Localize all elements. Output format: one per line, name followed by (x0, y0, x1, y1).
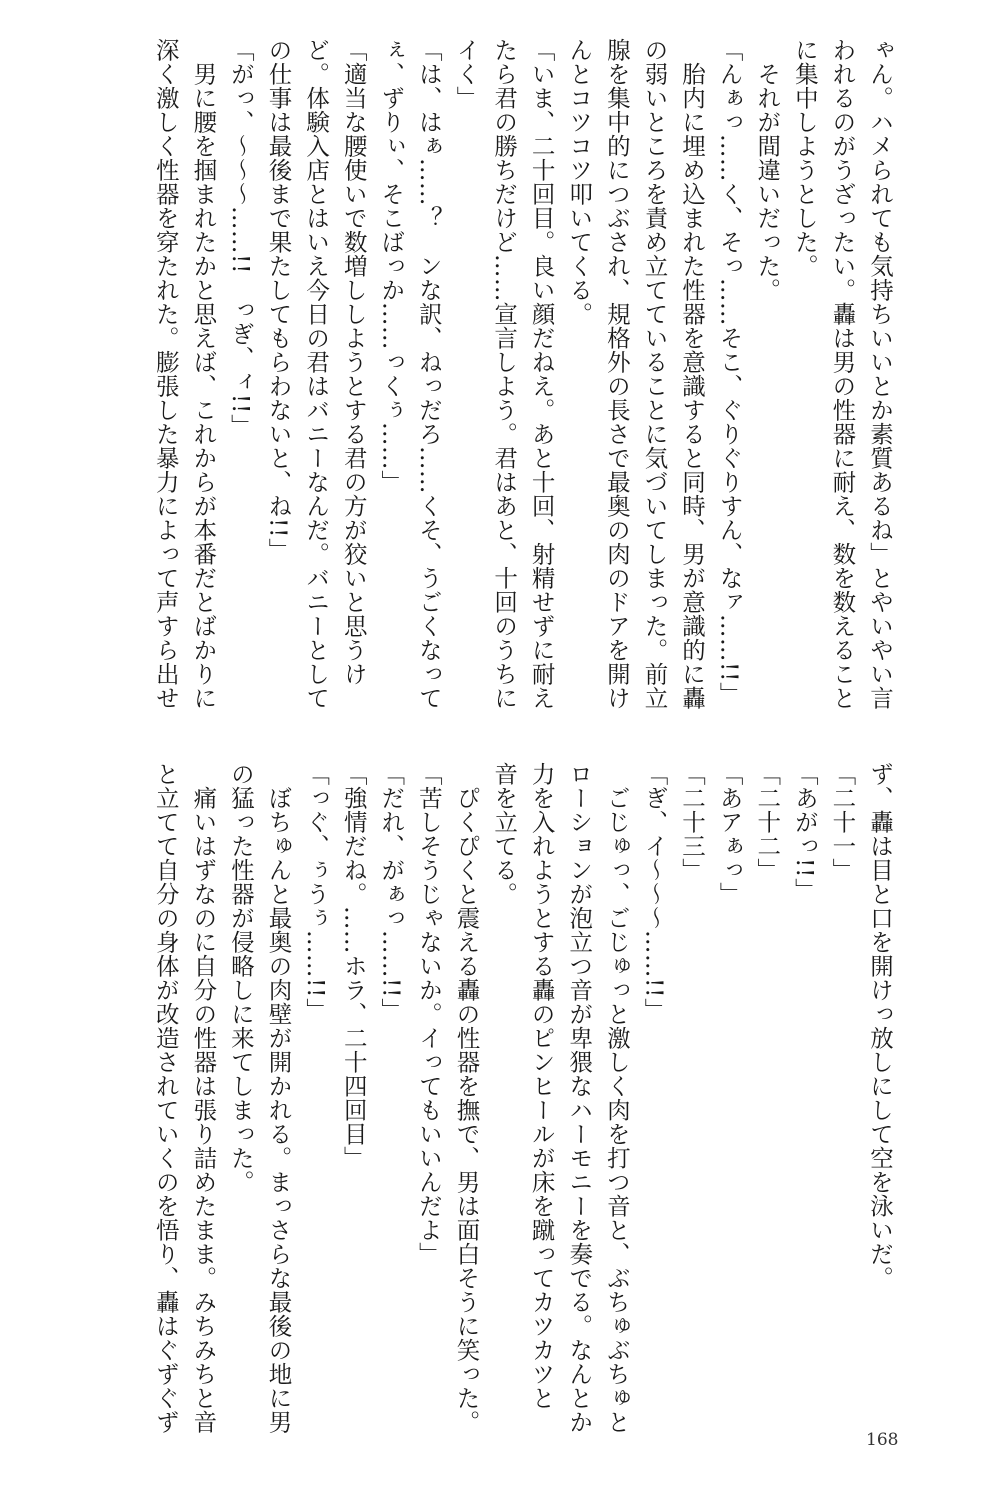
text-column: 「二十二」 (753, 762, 782, 882)
text-column: に集中しようとした。 (790, 38, 819, 278)
text-column: 「あがっ!!」 (790, 762, 819, 902)
text-column: 「苦しそうじゃないか。イってもいいんだよ」 (414, 762, 443, 1266)
text-column: 「がっ、～～～……!! っぎ、ィ!!」 (226, 38, 255, 438)
text-column: 「あアぁっ」 (715, 762, 744, 906)
text-column: 音を立てる。 (490, 762, 519, 906)
text-column: 「ぎ、イ～～～……!!」 (640, 762, 669, 1022)
text-column: 男に腰を掴まれたかと思えば、これからが本番だとばかりに (189, 38, 218, 710)
text-column: 「だれ、がぁっ……!!」 (377, 762, 406, 1022)
text-column: ローションが泡立つ音が卑猥なハーモニーを奏でる。なんとか (565, 762, 594, 1434)
upper-text-block (146, 38, 898, 728)
text-column: ぇ、ずりぃ、そこばっか……っくぅ……」 (377, 38, 406, 494)
text-column: 「適当な腰使いで数増ししようとする君の方が狡いと思うけ (339, 38, 368, 686)
lower-text-block (146, 762, 898, 1434)
text-column: 痛いはずなのに自分の性器は張り詰めたまま。みちみちと音 (189, 762, 218, 1434)
text-column: ごじゅっ、ごじゅっと激しく肉を打つ音と、ぶちゅぶちゅと (602, 762, 631, 1434)
text-column: 「は、はぁ……？ ンな訳、ねっだろ……くそ、うごくなって (414, 38, 443, 710)
text-column: 「二十三」 (678, 762, 707, 882)
text-column: ゃん。ハメられても気持ちいいとか素質あるね」とやいやい言 (866, 38, 894, 710)
text-column: 「いま、二十回目。良い顔だねえ。あと十回、射精せずに耐え (527, 38, 556, 710)
text-column: 「っぐ、ぅうぅ……!!」 (302, 762, 331, 1022)
text-column: それが間違いだった。 (753, 38, 782, 302)
text-column: 「強情だね。……ホラ、二十四回目」 (339, 762, 368, 1170)
text-column: 深く激しく性器を穿たれた。膨張した暴力によって声すら出せ (151, 38, 180, 710)
text-column: イく」 (452, 38, 481, 110)
text-column: 「二十一」 (828, 762, 857, 882)
text-column: ず、轟は目と口を開けっ放しにして空を泳いだ。 (866, 762, 894, 1290)
text-column: と立てて自分の身体が改造されていくのを悟り、轟はぐずぐず (151, 762, 180, 1434)
text-column: 力を入れようとする轟のピンヒールが床を蹴ってカツカツと (527, 762, 556, 1410)
text-column: たら君の勝ちだけど……宣言しよう。君はあと、十回のうちに (490, 38, 519, 710)
text-column: んとコツコツ叩いてくる。 (565, 38, 594, 326)
text-column: の仕事は最後まで果たしてもらわないと、ね!!」 (264, 38, 293, 562)
text-column: の弱いところを責め立てていることに気づいてしまった。前立 (640, 38, 669, 710)
page-number: 168 (866, 1430, 899, 1450)
text-column: ぴくぴくと震える轟の性器を撫で、男は面白そうに笑った。 (452, 762, 481, 1434)
text-column: の猛った性器が侵略しに来てしまった。 (226, 762, 255, 1194)
text-column: 腺を集中的につぶされ、規格外の長さで最奥の肉のドアを開け (602, 38, 631, 710)
text-column: ぼちゅんと最奥の肉壁が開かれる。まっさらな最後の地に男 (264, 762, 293, 1434)
text-column: われるのがうざったい。轟は男の性器に耐え、数を数えること (828, 38, 857, 710)
text-column: 胎内に埋め込まれた性器を意識すると同時、男が意識的に轟 (678, 38, 707, 710)
text-column: ど。体験入店とはいえ今日の君はバニーなんだ。バニーとして (302, 38, 331, 710)
text-column: 「んぁっ……く、そっ……そこ、ぐりぐりすん、なァ……!!」 (715, 38, 744, 706)
